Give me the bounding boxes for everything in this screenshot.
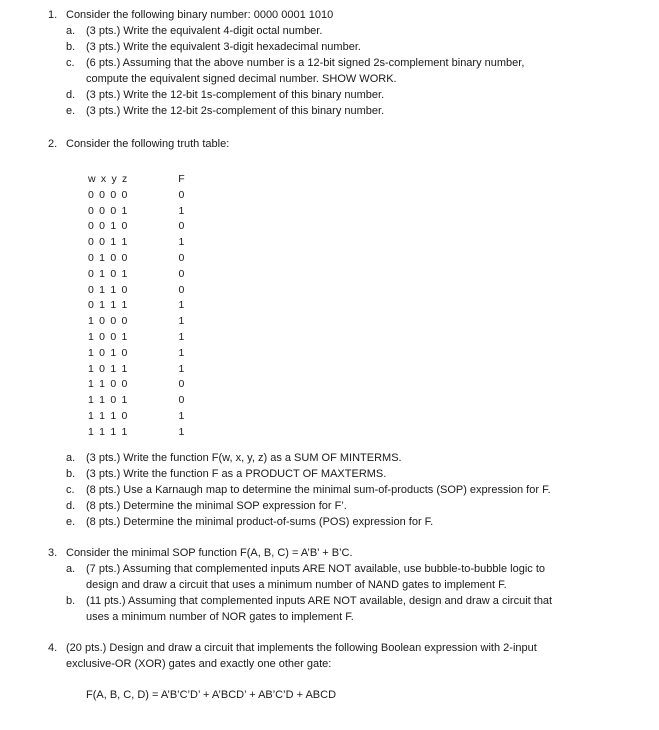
row-output: 1 bbox=[178, 409, 186, 422]
part-label: c. bbox=[66, 484, 75, 496]
row-output: 0 bbox=[178, 378, 186, 391]
row-output: 1 bbox=[178, 299, 186, 312]
part-text: (8 pts.) Determine the minimal product-of-sums (POS) expression for F. bbox=[86, 516, 434, 528]
row-inputs: 1 1 0 0 bbox=[88, 378, 129, 391]
row-inputs: 0 1 1 1 bbox=[88, 299, 129, 312]
part-text: (3 pts.) Write the 12-bit 1s-complement of this binary number. bbox=[86, 89, 385, 101]
part-label: b. bbox=[66, 41, 76, 53]
part-label: a. bbox=[66, 25, 76, 37]
part-text: (3 pts.) Write the 12-bit 2s-complement of this binary number. bbox=[86, 105, 385, 117]
header-inputs: w x y z bbox=[88, 173, 129, 185]
part-text: (3 pts.) Write the equivalent 4-digit octal number. bbox=[86, 25, 323, 37]
truth-table bbox=[88, 172, 192, 441]
part-label: a. bbox=[66, 563, 76, 575]
table-row bbox=[88, 267, 192, 283]
part-label: e. bbox=[66, 105, 76, 117]
boolean-expression: F(A, B, C, D) = A’B’C’D’ + A’BCD’ + AB’C’D + ABCD bbox=[86, 689, 337, 701]
row-output: 1 bbox=[178, 330, 186, 343]
table-row bbox=[88, 409, 192, 425]
question-number: 2. bbox=[48, 138, 58, 150]
row-output: 0 bbox=[178, 188, 186, 201]
question-number: 3. bbox=[48, 547, 58, 559]
part-text: (3 pts.) Write the equivalent 3-digit hexadecimal number. bbox=[86, 41, 361, 53]
question-number: 4. bbox=[48, 642, 58, 654]
part-label: d. bbox=[66, 89, 76, 101]
part-text-continued: design and draw a circuit that uses a minimum number of NAND gates to implement F. bbox=[86, 579, 507, 591]
row-inputs: 0 1 0 0 bbox=[88, 251, 129, 264]
table-row bbox=[88, 346, 192, 362]
row-output: 1 bbox=[178, 236, 186, 249]
row-inputs: 1 0 0 0 bbox=[88, 315, 129, 328]
row-inputs: 1 0 1 0 bbox=[88, 346, 129, 359]
table-row bbox=[88, 298, 192, 314]
question-text: Consider the following truth table: bbox=[66, 138, 230, 150]
part-text-continued: compute the equivalent signed decimal number. SHOW WORK. bbox=[86, 73, 397, 85]
table-row bbox=[88, 425, 192, 441]
row-inputs: 0 1 0 1 bbox=[88, 267, 129, 280]
header-output: F bbox=[178, 173, 186, 185]
table-row bbox=[88, 362, 192, 378]
part-label: d. bbox=[66, 500, 76, 512]
table-row bbox=[88, 251, 192, 267]
row-inputs: 0 0 0 1 bbox=[88, 204, 129, 217]
part-text: (3 pts.) Write the function F as a PRODUCT OF MAXTERMS. bbox=[86, 468, 387, 480]
row-output: 1 bbox=[178, 315, 186, 328]
row-output: 0 bbox=[178, 394, 186, 407]
row-inputs: 1 1 0 1 bbox=[88, 394, 129, 407]
row-inputs: 1 0 0 1 bbox=[88, 330, 129, 343]
part-label: b. bbox=[66, 595, 76, 607]
table-row bbox=[88, 219, 192, 235]
row-inputs: 1 0 1 1 bbox=[88, 362, 129, 375]
part-label: e. bbox=[66, 516, 76, 528]
part-text: (11 pts.) Assuming that complemented inputs ARE NOT available, design and draw a circuit that bbox=[86, 595, 553, 607]
part-text: (7 pts.) Assuming that complemented inputs ARE NOT available, use bubble-to-bubble logic to bbox=[86, 563, 545, 575]
question-number: 1. bbox=[48, 9, 58, 21]
table-row bbox=[88, 235, 192, 251]
table-row bbox=[88, 330, 192, 346]
row-output: 1 bbox=[178, 346, 186, 359]
truth-table-header bbox=[88, 172, 192, 188]
part-text: (3 pts.) Write the function F(w, x, y, z) as a SUM OF MINTERMS. bbox=[86, 452, 402, 464]
row-output: 0 bbox=[178, 251, 186, 264]
row-output: 0 bbox=[178, 283, 186, 296]
question-text: (20 pts.) Design and draw a circuit that implements the following Boolean expression with 2-input bbox=[66, 642, 537, 654]
row-inputs: 0 0 0 0 bbox=[88, 188, 129, 201]
table-row bbox=[88, 377, 192, 393]
part-text-continued: uses a minimum number of NOR gates to implement F. bbox=[86, 611, 354, 623]
table-row bbox=[88, 314, 192, 330]
table-row bbox=[88, 393, 192, 409]
row-inputs: 0 0 1 1 bbox=[88, 236, 129, 249]
row-inputs: 1 1 1 0 bbox=[88, 409, 129, 422]
row-inputs: 1 1 1 1 bbox=[88, 425, 129, 438]
row-output: 0 bbox=[178, 220, 186, 233]
row-output: 1 bbox=[178, 204, 186, 217]
row-output: 0 bbox=[178, 267, 186, 280]
table-row bbox=[88, 188, 192, 204]
part-label: a. bbox=[66, 452, 76, 464]
row-inputs: 0 1 1 0 bbox=[88, 283, 129, 296]
part-text: (6 pts.) Assuming that the above number is a 12-bit signed 2s-complement binary number, bbox=[86, 57, 525, 69]
row-output: 1 bbox=[178, 362, 186, 375]
part-label: c. bbox=[66, 57, 75, 69]
row-inputs: 0 0 1 0 bbox=[88, 220, 129, 233]
table-row bbox=[88, 283, 192, 299]
part-text: (8 pts.) Determine the minimal SOP expression for F’. bbox=[86, 500, 347, 512]
question-text: Consider the following binary number: 0000 0001 1010 bbox=[66, 9, 334, 21]
table-row bbox=[88, 204, 192, 220]
part-text: (8 pts.) Use a Karnaugh map to determine the minimal sum-of-products (SOP) expression for F. bbox=[86, 484, 551, 496]
part-label: b. bbox=[66, 468, 76, 480]
row-output: 1 bbox=[178, 425, 186, 438]
question-text-continued: exclusive-OR (XOR) gates and exactly one other gate: bbox=[66, 658, 332, 670]
question-text: Consider the minimal SOP function F(A, B, C) = A’B’ + B’C. bbox=[66, 547, 353, 559]
